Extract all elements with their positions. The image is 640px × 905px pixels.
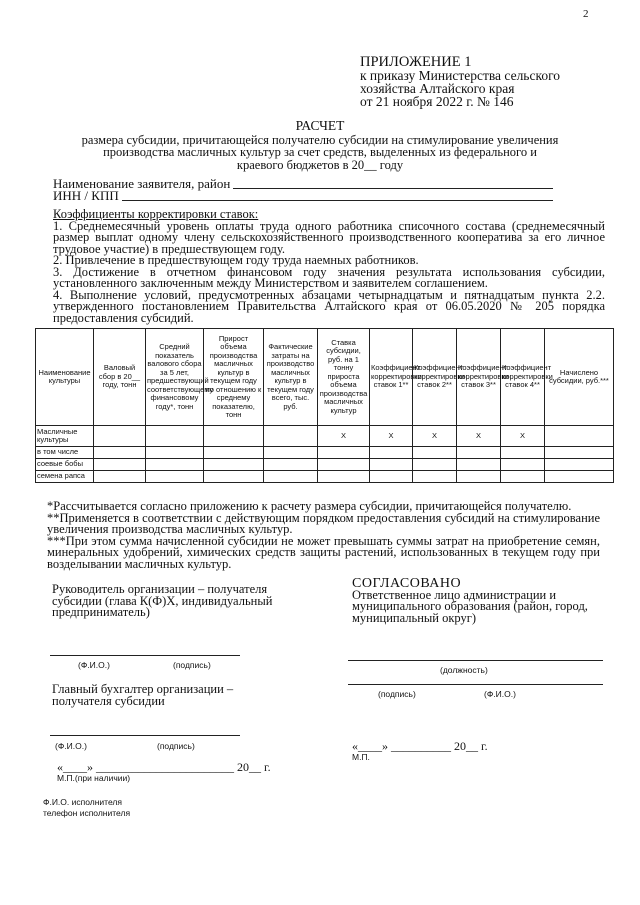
table-header-row: [36, 329, 614, 426]
appendix-line: к приказу Министерства сельского: [360, 68, 561, 83]
table-cell[interactable]: [204, 459, 264, 471]
executor-fio: Ф.И.О. исполнителя: [43, 797, 122, 807]
stamp-label: М.П.(при наличии): [57, 773, 131, 783]
applicant-label: Наименование заявителя, район: [53, 176, 231, 191]
appendix-block: [360, 56, 620, 108]
table-cell[interactable]: [264, 471, 318, 483]
document-title: [40, 120, 600, 171]
table-header: Коэффициент корректировки ставок 3**: [457, 329, 501, 426]
table-cell[interactable]: [501, 471, 545, 483]
table-row: [36, 426, 614, 447]
table-row: [36, 471, 614, 483]
table-header: Коэффициент корректировки ставок 1**: [370, 329, 413, 426]
accountant-signature-caption: (подпись): [157, 741, 195, 751]
coefficient-item: 4. Выполнение условий, предусмотренных абзацами четырнадцатым и пятнадцатым пункта 2.2. утвержденного постановлением Правительства Алтайского края от 06.05.2020 № 205 порядка предоставления субсидий.: [53, 287, 605, 325]
page-number: 2: [583, 8, 589, 20]
official-signature-caption: (подпись): [378, 689, 416, 699]
title-heading: РАСЧЕТ: [295, 118, 345, 133]
head-signature-caption: (подпись): [173, 660, 211, 670]
table-cell[interactable]: [146, 471, 204, 483]
table-cell[interactable]: [94, 426, 146, 447]
table-header: Ставка субсидии, руб. на 1 тонну прироста объема производства масличных культур: [318, 329, 370, 426]
table-cell[interactable]: [146, 459, 204, 471]
title-line: краевого бюджетов в 20__ году: [236, 157, 404, 172]
accountant-signature-line[interactable]: [50, 735, 240, 736]
table-cell: X: [413, 426, 457, 447]
applicant-fields: [53, 178, 553, 202]
title-line: размера субсидии, причитающейся получателю субсидии на стимулирование увеличения: [81, 132, 559, 147]
accountant-fio-label: (Ф.И.О.): [55, 741, 87, 751]
table-cell[interactable]: [413, 471, 457, 483]
title-line: производства масличных культур за счет средств, выделенных из федерального и: [103, 145, 537, 159]
footnote: ***При этом сумма начисленной субсидии не может превышать суммы затрат на приобретение семян, минеральных удобрений, химических средств защиты растений, использованных в текущем году при возделывании масличных культур.: [47, 533, 600, 571]
official-fio-caption: (Ф.И.О.): [484, 689, 516, 699]
table-cell[interactable]: [146, 426, 204, 447]
table-cell[interactable]: [457, 471, 501, 483]
footnote: **Применяется в соответствии с действующим порядком предоставления субсидий на стимулирование увеличения производства масличных культур.: [47, 510, 600, 536]
table-cell[interactable]: [204, 426, 264, 447]
appendix-line: хозяйства Алтайского края: [360, 81, 515, 96]
table-cell[interactable]: [545, 471, 614, 483]
row-label: в том числе: [36, 447, 94, 459]
table-cell[interactable]: [370, 459, 413, 471]
table-header: Коэффициент корректировки ставок 2**: [413, 329, 457, 426]
table-row: [36, 447, 614, 459]
position-line[interactable]: [348, 660, 603, 661]
table-cell[interactable]: [370, 471, 413, 483]
calculation-table: [35, 328, 614, 483]
coefficient-item: 3. Достижение в отчетном финансовом году значения результата использования субсидии, установленного заключенным между Министерством и заявителем соглашением.: [53, 264, 605, 290]
table-header: Начислено субсидии, руб.***: [545, 329, 614, 426]
row-label: соевые бобы: [36, 459, 94, 471]
accountant-label: Главный бухгалтер организации – получателя субсидии: [52, 682, 234, 708]
official-label: Ответственное лицо администрации и муниципального образования (район, город, муниципальный округ): [352, 587, 588, 625]
inn-label: ИНН / КПП: [53, 188, 119, 203]
appendix-line: от 21 ноября 2022 г. № 146: [360, 94, 514, 109]
row-label: семена рапса: [36, 471, 94, 483]
table-cell[interactable]: [204, 471, 264, 483]
table-cell[interactable]: [146, 447, 204, 459]
table-header: Коэффициент корректировки ставок 4**: [501, 329, 545, 426]
table-cell[interactable]: [545, 459, 614, 471]
table-cell[interactable]: [204, 447, 264, 459]
table-cell[interactable]: [370, 447, 413, 459]
table-cell[interactable]: [94, 447, 146, 459]
table-cell[interactable]: [94, 471, 146, 483]
position-caption: (должность): [440, 665, 488, 675]
table-cell[interactable]: [94, 459, 146, 471]
date-right[interactable]: «____» __________ 20__ г.: [352, 739, 488, 753]
table-cell[interactable]: [457, 459, 501, 471]
footnote: *Рассчитывается согласно приложению к расчету размера субсидии, причитающейся получателю.: [47, 499, 572, 513]
table-cell[interactable]: [318, 459, 370, 471]
table-cell[interactable]: [501, 447, 545, 459]
table-cell: X: [457, 426, 501, 447]
official-signature-line[interactable]: [348, 684, 603, 685]
table-cell: X: [370, 426, 413, 447]
table-header: Средний показатель валового сбора за 5 лет, предшествующий соответствующему финансовому году*, тонн: [146, 329, 204, 426]
table-cell[interactable]: [545, 447, 614, 459]
table-header: Наименование культуры: [36, 329, 94, 426]
table-cell[interactable]: [413, 447, 457, 459]
head-fio-label: (Ф.И.О.): [78, 660, 110, 670]
table-row: [36, 459, 614, 471]
table-cell[interactable]: [501, 459, 545, 471]
head-signature-line[interactable]: [50, 655, 240, 656]
coefficients-section: [53, 209, 605, 324]
table-header: Валовый сбор в 20__ году, тонн: [94, 329, 146, 426]
agreed-heading: СОГЛАСОВАНО: [352, 576, 462, 591]
table-cell[interactable]: [318, 471, 370, 483]
table-cell: X: [318, 426, 370, 447]
table-cell[interactable]: [264, 447, 318, 459]
coefficient-item: 1. Среднемесячный уровень оплаты труда одного работника списочного состава (среднемесячный размер выплат одному члену сельскохозяйственного производственного кооператива за его личное трудовое участие) в предшествующем году.: [53, 218, 605, 256]
table-cell[interactable]: [318, 447, 370, 459]
table-cell[interactable]: [264, 426, 318, 447]
table-cell[interactable]: [545, 426, 614, 447]
coefficient-item: 2. Привлечение в предшествующем году труда наемных работников.: [53, 253, 419, 267]
agreement-block: [352, 578, 602, 624]
table-cell[interactable]: [264, 459, 318, 471]
table-header: Фактические затраты на производство масличных культур в текущем году всего, тыс. руб.: [264, 329, 318, 426]
footnotes: [47, 501, 600, 570]
coefficients-heading: Коэффициенты корректировки ставок:: [53, 207, 259, 221]
head-signature-label: Руководитель организации – получателя субсидии (глава К(Ф)Х, индивидуальный предприниматель): [52, 582, 273, 619]
date-left[interactable]: «____» _______________________ 20__ г.: [57, 760, 271, 774]
appendix-title: ПРИЛОЖЕНИЕ 1: [360, 54, 472, 70]
table-header: Прирост объема производства масличных культур в текущем году по отношению к среднему показателю, тонн: [204, 329, 264, 426]
applicant-field[interactable]: [233, 178, 553, 189]
row-label: Масличные культуры: [36, 426, 94, 447]
mp-label: М.П.: [352, 752, 370, 762]
table-cell[interactable]: [457, 447, 501, 459]
table-cell[interactable]: [413, 459, 457, 471]
table-cell: X: [501, 426, 545, 447]
inn-field[interactable]: [122, 190, 553, 201]
executor-phone: телефон исполнителя: [43, 808, 131, 818]
